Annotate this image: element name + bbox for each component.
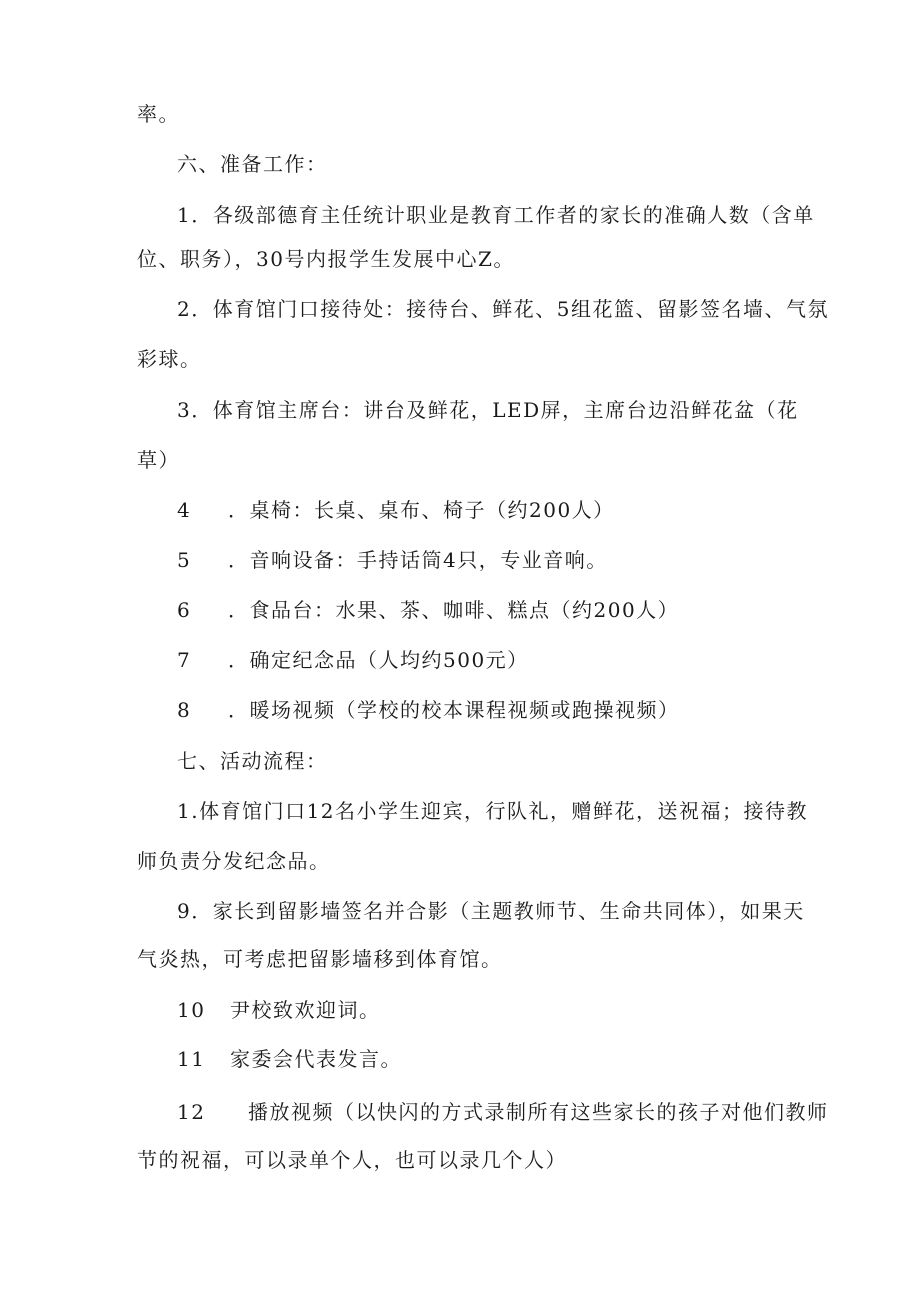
list-item-number: 8	[177, 698, 192, 722]
list-item: ．确定纪念品（人均约500元）	[228, 648, 529, 672]
paragraph-line: 率。	[137, 102, 180, 126]
list-item-continuation: 气炎热，可考虑把留影墙移到体育馆。	[137, 947, 503, 971]
list-item: ．音响设备：手持话筒4只，专业音响。	[228, 548, 608, 572]
list-item: 尹校致欢迎词。	[230, 998, 381, 1022]
list-item-number: 7	[177, 648, 192, 672]
list-item: ．暖场视频（学校的校本课程视频或跑操视频）	[228, 698, 680, 722]
list-item-number: 6	[177, 598, 192, 622]
list-item: 3．体育馆主席台：讲台及鲜花，LED屏，主席台边沿鲜花盆（花	[177, 398, 799, 422]
list-item-continuation: 节的祝福，可以录单个人，也可以录几个人）	[137, 1148, 567, 1172]
list-item-continuation: 师负责分发纪念品。	[137, 849, 331, 873]
section-heading: 七、活动流程：	[177, 749, 328, 773]
list-item: 2．体育馆门口接待处：接待台、鲜花、5组花篮、留影签名墙、气氛	[177, 297, 829, 321]
list-item: ．食品台：水果、茶、咖啡、糕点（约200人）	[228, 598, 680, 622]
list-item: ．桌椅：长桌、桌布、椅子（约200人）	[228, 498, 615, 522]
section-heading: 六、准备工作：	[177, 152, 328, 176]
list-item: 家委会代表发言。	[230, 1047, 402, 1071]
list-item-number: 5	[177, 548, 192, 572]
list-item: 播放视频（以快闪的方式录制所有这些家长的孩子对他们教师	[248, 1100, 829, 1124]
list-item-continuation: 位、职务），30号内报学生发展中心Z。	[137, 247, 515, 271]
list-item-number: 4	[177, 498, 192, 522]
list-item: 1．各级部德育主任统计职业是教育工作者的家长的准确人数（含单	[177, 203, 815, 227]
list-item-continuation: 草）	[137, 448, 180, 472]
list-item: 9．家长到留影墙签名并合影（主题教师节、生命共同体），如果天	[177, 899, 805, 923]
list-item-number: 11	[177, 1047, 206, 1071]
list-item-number: 10	[177, 998, 206, 1022]
list-item: 1.体育馆门口12名小学生迎宾，行队礼，赠鲜花，送祝福；接待教	[177, 799, 809, 823]
list-item-number: 12	[177, 1100, 206, 1124]
list-item-continuation: 彩球。	[137, 347, 202, 371]
